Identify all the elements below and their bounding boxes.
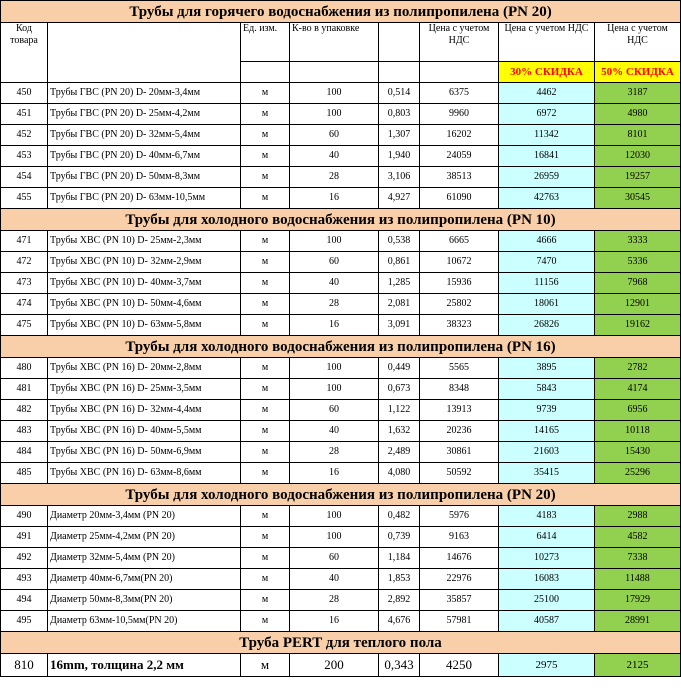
section-title: Труба PERT для теплого пола: [1, 632, 681, 654]
price30-cell: 10273: [499, 548, 595, 569]
price30-cell: 35415: [499, 463, 595, 484]
price30-cell: 2975: [499, 654, 595, 677]
name-cell: Трубы ХВС (PN 16) D- 20мм-2,8мм: [48, 358, 241, 379]
price30-cell: 26959: [499, 167, 595, 188]
price-cell: 6375: [420, 83, 499, 104]
unit-cell: м: [241, 654, 290, 677]
price-cell: 16202: [420, 125, 499, 146]
price50-cell: 17929: [595, 590, 681, 611]
price50-cell: 4980: [595, 104, 681, 125]
table-row: [1, 188, 681, 209]
unit-cell: м: [241, 421, 290, 442]
code-cell: 453: [1, 146, 48, 167]
unit-cell: м: [241, 400, 290, 421]
price50-cell: 2988: [595, 506, 681, 527]
table-row: [1, 400, 681, 421]
name-cell: Трубы ГВС (PN 20) D- 32мм-5,4мм: [48, 125, 241, 146]
code-cell: 495: [1, 611, 48, 632]
price30-cell: 7470: [499, 252, 595, 273]
price30-cell: 16841: [499, 146, 595, 167]
qty-cell: 100: [290, 231, 379, 252]
code-cell: 481: [1, 379, 48, 400]
weight-cell: 0,449: [379, 358, 420, 379]
name-cell: Трубы ХВС (PN 10) D- 32мм-2,9мм: [48, 252, 241, 273]
name-cell: Трубы ХВС (PN 10) D- 63мм-5,8мм: [48, 315, 241, 336]
name-cell: Трубы ГВС (PN 20) D- 25мм-4,2мм: [48, 104, 241, 125]
table-row: [1, 590, 681, 611]
section-title: Трубы для холодного водоснабжения из полипропилена (PN 10): [1, 209, 681, 231]
price30-cell: 4462: [499, 83, 595, 104]
qty-cell: 100: [290, 379, 379, 400]
price50-cell: 12901: [595, 294, 681, 315]
qty-cell: 60: [290, 400, 379, 421]
unit-cell: м: [241, 104, 290, 125]
qty-cell: 28: [290, 590, 379, 611]
qty-cell: 60: [290, 125, 379, 146]
unit-cell: м: [241, 315, 290, 336]
name-cell: Трубы ХВС (PN 10) D- 25мм-2,3мм: [48, 231, 241, 252]
price-cell: 24059: [420, 146, 499, 167]
price-cell: 22976: [420, 569, 499, 590]
price-cell: 6665: [420, 231, 499, 252]
price30-cell: 6972: [499, 104, 595, 125]
code-cell: 473: [1, 273, 48, 294]
table-row: [1, 548, 681, 569]
unit-cell: м: [241, 463, 290, 484]
name-cell: 16mm, толщина 2,2 мм: [48, 654, 241, 677]
name-cell: Трубы ХВС (PN 16) D- 50мм-6,9мм: [48, 442, 241, 463]
price-cell: 14676: [420, 548, 499, 569]
unit-cell: м: [241, 548, 290, 569]
weight-cell: 1,853: [379, 569, 420, 590]
header-price-blank: [420, 62, 499, 83]
price30-cell: 3895: [499, 358, 595, 379]
price30-cell: 40587: [499, 611, 595, 632]
price30-cell: 5843: [499, 379, 595, 400]
name-cell: Трубы ХВС (PN 16) D- 25мм-3,5мм: [48, 379, 241, 400]
qty-cell: 200: [290, 654, 379, 677]
weight-cell: 2,489: [379, 442, 420, 463]
price30-cell: 6414: [499, 527, 595, 548]
header-price30: Цена с учетом НДС: [499, 23, 595, 62]
code-cell: 472: [1, 252, 48, 273]
weight-cell: 0,482: [379, 506, 420, 527]
name-cell: Диаметр 25мм-4,2мм (PN 20): [48, 527, 241, 548]
price30-cell: 26826: [499, 315, 595, 336]
table-row: [1, 231, 681, 252]
price-cell: 50592: [420, 463, 499, 484]
section-title: Трубы для горячего водоснабжения из полипропилена (PN 20): [1, 1, 681, 23]
price-cell: 9960: [420, 104, 499, 125]
code-cell: 810: [1, 654, 48, 677]
price30-cell: 4666: [499, 231, 595, 252]
name-cell: Трубы ХВС (PN 16) D- 32мм-4,4мм: [48, 400, 241, 421]
price-cell: 61090: [420, 188, 499, 209]
price-cell: 10672: [420, 252, 499, 273]
weight-cell: 1,632: [379, 421, 420, 442]
table-row: [1, 358, 681, 379]
table-row: [1, 421, 681, 442]
price-cell: 5976: [420, 506, 499, 527]
name-cell: Диаметр 40мм-6,7мм(PN 20): [48, 569, 241, 590]
table-row: [1, 506, 681, 527]
price50-cell: 3187: [595, 83, 681, 104]
weight-cell: 0,861: [379, 252, 420, 273]
price50-cell: 19257: [595, 167, 681, 188]
table-row: [1, 294, 681, 315]
unit-cell: м: [241, 188, 290, 209]
weight-cell: 0,803: [379, 104, 420, 125]
unit-cell: м: [241, 294, 290, 315]
table-row: [1, 125, 681, 146]
unit-cell: м: [241, 125, 290, 146]
code-cell: 490: [1, 506, 48, 527]
code-cell: 491: [1, 527, 48, 548]
header-pack: К-во в упаковке: [290, 23, 379, 62]
price50-cell: 3333: [595, 231, 681, 252]
table-row: [1, 442, 681, 463]
name-cell: Трубы ГВС (PN 20) D- 40мм-6,7мм: [48, 146, 241, 167]
code-cell: 454: [1, 167, 48, 188]
header-weight: [379, 23, 420, 62]
qty-cell: 40: [290, 421, 379, 442]
weight-cell: 3,091: [379, 315, 420, 336]
qty-cell: 40: [290, 569, 379, 590]
price30-cell: 11342: [499, 125, 595, 146]
price50-cell: 28991: [595, 611, 681, 632]
unit-cell: м: [241, 590, 290, 611]
weight-cell: 4,676: [379, 611, 420, 632]
discount50-label: 50% СКИДКА: [595, 62, 681, 83]
unit-cell: м: [241, 231, 290, 252]
price50-cell: 4582: [595, 527, 681, 548]
weight-cell: 2,892: [379, 590, 420, 611]
qty-cell: 28: [290, 167, 379, 188]
weight-cell: 1,307: [379, 125, 420, 146]
qty-cell: 40: [290, 146, 379, 167]
header-pack-blank: [290, 62, 379, 83]
name-cell: Трубы ГВС (PN 20) D- 50мм-8,3мм: [48, 167, 241, 188]
weight-cell: 0,673: [379, 379, 420, 400]
table-row: [1, 273, 681, 294]
weight-cell: 0,739: [379, 527, 420, 548]
price50-cell: 8101: [595, 125, 681, 146]
header-code: Код товара: [1, 23, 48, 83]
qty-cell: 100: [290, 83, 379, 104]
discount30-label: 30% СКИДКА: [499, 62, 595, 83]
qty-cell: 100: [290, 358, 379, 379]
price30-cell: 9739: [499, 400, 595, 421]
unit-cell: м: [241, 611, 290, 632]
price-cell: 15936: [420, 273, 499, 294]
name-cell: Трубы ХВС (PN 10) D- 40мм-3,7мм: [48, 273, 241, 294]
price30-cell: 25100: [499, 590, 595, 611]
code-cell: 493: [1, 569, 48, 590]
unit-cell: м: [241, 379, 290, 400]
code-cell: 480: [1, 358, 48, 379]
price50-cell: 25296: [595, 463, 681, 484]
price-cell: 38323: [420, 315, 499, 336]
price30-cell: 14165: [499, 421, 595, 442]
table-row: [1, 611, 681, 632]
header-unit: Ед. изм.: [241, 23, 290, 62]
weight-cell: 0,514: [379, 83, 420, 104]
name-cell: Трубы ГВС (PN 20) D- 20мм-3,4мм: [48, 83, 241, 104]
unit-cell: м: [241, 527, 290, 548]
table-row: [1, 569, 681, 590]
unit-cell: м: [241, 442, 290, 463]
qty-cell: 16: [290, 188, 379, 209]
price50-cell: 15430: [595, 442, 681, 463]
price30-cell: 21603: [499, 442, 595, 463]
name-cell: Диаметр 32мм-5,4мм (PN 20): [48, 548, 241, 569]
price-cell: 38513: [420, 167, 499, 188]
table-row: [1, 167, 681, 188]
weight-cell: 1,122: [379, 400, 420, 421]
section-title: Трубы для холодного водоснабжения из полипропилена (PN 16): [1, 336, 681, 358]
weight-cell: 0,343: [379, 654, 420, 677]
weight-cell: 3,106: [379, 167, 420, 188]
section-title-row: [1, 336, 681, 358]
code-cell: 451: [1, 104, 48, 125]
table-row: [1, 315, 681, 336]
table-row: [1, 104, 681, 125]
qty-cell: 100: [290, 527, 379, 548]
header-price: Цена с учетом НДС: [420, 23, 499, 62]
name-cell: Трубы ГВС (PN 20) D- 63мм-10,5мм: [48, 188, 241, 209]
weight-cell: 4,927: [379, 188, 420, 209]
price50-cell: 2125: [595, 654, 681, 677]
qty-cell: 60: [290, 252, 379, 273]
price-cell: 5565: [420, 358, 499, 379]
price30-cell: 4183: [499, 506, 595, 527]
qty-cell: 16: [290, 463, 379, 484]
unit-cell: м: [241, 358, 290, 379]
unit-cell: м: [241, 506, 290, 527]
name-cell: Трубы ХВС (PN 16) D- 63мм-8,6мм: [48, 463, 241, 484]
section-title-row: [1, 1, 681, 23]
unit-cell: м: [241, 569, 290, 590]
qty-cell: 40: [290, 273, 379, 294]
name-cell: Трубы ХВС (PN 16) D- 40мм-5,5мм: [48, 421, 241, 442]
section-title-row: [1, 209, 681, 231]
code-cell: 450: [1, 83, 48, 104]
weight-cell: 4,080: [379, 463, 420, 484]
unit-cell: м: [241, 273, 290, 294]
code-cell: 471: [1, 231, 48, 252]
qty-cell: 60: [290, 548, 379, 569]
price50-cell: 10118: [595, 421, 681, 442]
code-cell: 475: [1, 315, 48, 336]
price-cell: 4250: [420, 654, 499, 677]
header-name: [48, 23, 241, 83]
price-cell: 9163: [420, 527, 499, 548]
code-cell: 485: [1, 463, 48, 484]
table-row: [1, 146, 681, 167]
unit-cell: м: [241, 146, 290, 167]
price30-cell: 16083: [499, 569, 595, 590]
price50-cell: 12030: [595, 146, 681, 167]
table-row: [1, 463, 681, 484]
header-unit-blank: [241, 62, 290, 83]
header-price50: Цена с учетом НДС: [595, 23, 681, 62]
price-cell: 57981: [420, 611, 499, 632]
weight-cell: 2,081: [379, 294, 420, 315]
price-cell: 35857: [420, 590, 499, 611]
price-cell: 20236: [420, 421, 499, 442]
table-row: [1, 527, 681, 548]
header-row: [1, 23, 681, 62]
qty-cell: 100: [290, 506, 379, 527]
price50-cell: 2782: [595, 358, 681, 379]
table-row: [1, 654, 681, 677]
price50-cell: 7968: [595, 273, 681, 294]
unit-cell: м: [241, 252, 290, 273]
table-row: [1, 83, 681, 104]
price50-cell: 6956: [595, 400, 681, 421]
code-cell: 484: [1, 442, 48, 463]
code-cell: 474: [1, 294, 48, 315]
price50-cell: 11488: [595, 569, 681, 590]
weight-cell: 1,285: [379, 273, 420, 294]
code-cell: 482: [1, 400, 48, 421]
price-cell: 30861: [420, 442, 499, 463]
name-cell: Трубы ХВС (PN 10) D- 50мм-4,6мм: [48, 294, 241, 315]
weight-cell: 1,940: [379, 146, 420, 167]
code-cell: 492: [1, 548, 48, 569]
qty-cell: 100: [290, 104, 379, 125]
price50-cell: 30545: [595, 188, 681, 209]
price30-cell: 42763: [499, 188, 595, 209]
price30-cell: 11156: [499, 273, 595, 294]
qty-cell: 28: [290, 442, 379, 463]
unit-cell: м: [241, 167, 290, 188]
weight-cell: 1,184: [379, 548, 420, 569]
price30-cell: 18061: [499, 294, 595, 315]
section-title-row: [1, 484, 681, 506]
code-cell: 452: [1, 125, 48, 146]
name-cell: Диаметр 50мм-8,3мм(PN 20): [48, 590, 241, 611]
price-cell: 25802: [420, 294, 499, 315]
qty-cell: 16: [290, 315, 379, 336]
qty-cell: 28: [290, 294, 379, 315]
table-row: [1, 252, 681, 273]
section-title-row: [1, 632, 681, 654]
code-cell: 494: [1, 590, 48, 611]
code-cell: 455: [1, 188, 48, 209]
name-cell: Диаметр 63мм-10,5мм(PN 20): [48, 611, 241, 632]
header-weight-blank: [379, 62, 420, 83]
table-row: [1, 379, 681, 400]
qty-cell: 16: [290, 611, 379, 632]
price50-cell: 7338: [595, 548, 681, 569]
name-cell: Диаметр 20мм-3,4мм (PN 20): [48, 506, 241, 527]
weight-cell: 0,538: [379, 231, 420, 252]
price50-cell: 19162: [595, 315, 681, 336]
price-cell: 13913: [420, 400, 499, 421]
price-cell: 8348: [420, 379, 499, 400]
price50-cell: 4174: [595, 379, 681, 400]
unit-cell: м: [241, 83, 290, 104]
code-cell: 483: [1, 421, 48, 442]
price50-cell: 5336: [595, 252, 681, 273]
section-title: Трубы для холодного водоснабжения из полипропилена (PN 20): [1, 484, 681, 506]
